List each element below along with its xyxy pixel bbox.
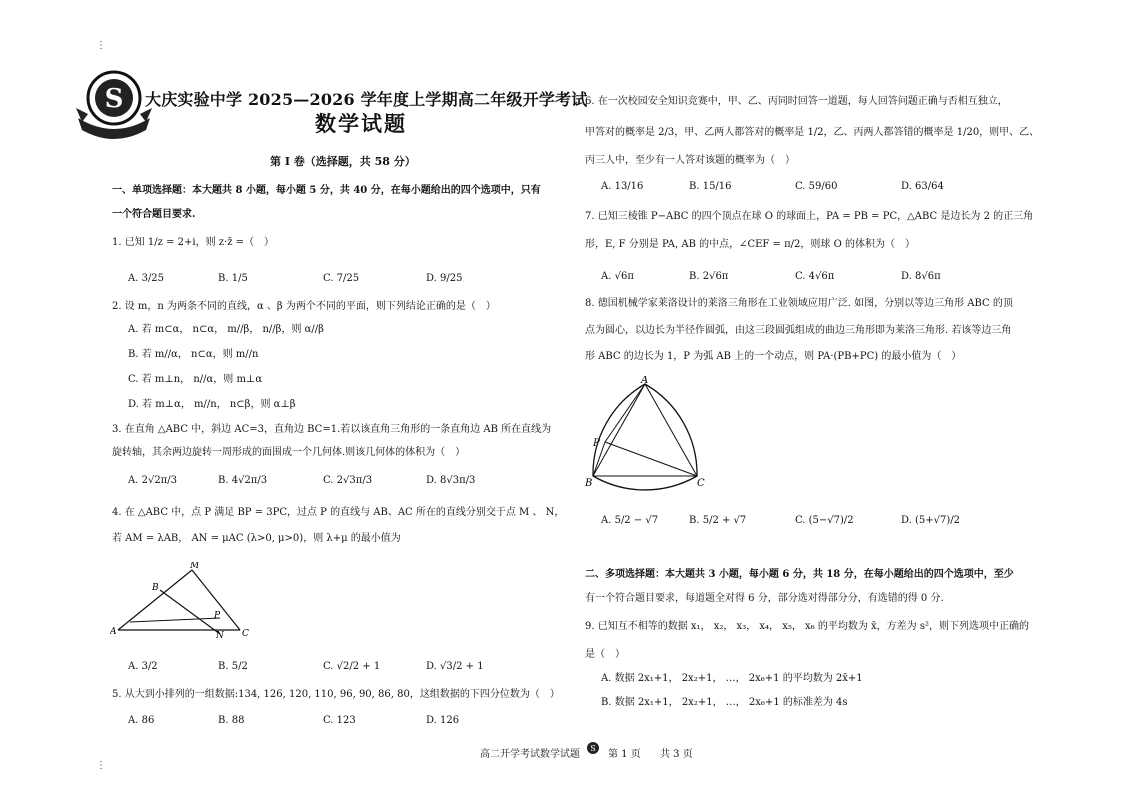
q9-option-b: B. 数据 2x₁+1， 2x₂+1， …， 2x₆+1 的标准差为 4s bbox=[601, 697, 848, 708]
svg-text:S: S bbox=[104, 84, 124, 114]
q7-option-d: D. 8√6π bbox=[901, 271, 941, 282]
fig4-label-a: A bbox=[110, 627, 117, 637]
q6-option-c: C. 59/60 bbox=[795, 181, 838, 192]
question-7-line2: 形，E, F 分别是 PA, AB 的中点，∠CEF = π/2，则球 O 的体积为（ ） bbox=[585, 239, 915, 250]
q8-option-d: D. (5+√7)/2 bbox=[901, 515, 961, 526]
q2-option-a: A. 若 m⊂α， n⊂α， m//β， n//β，则 α//β bbox=[128, 324, 324, 335]
q3-option-c: C. 2√3π/3 bbox=[323, 475, 373, 486]
question-4-line2: 若 AM = λAB， AN = μAC (λ>0, μ>0)，则 λ+μ 的最小值为 bbox=[112, 533, 401, 544]
question-8-line3: 形 ABC 的边长为 1，P 为弧 AB 上的一个动点，则 PA·(PB+PC) 的最小值为（ ） bbox=[585, 351, 962, 362]
section2-heading: 二、多项选择题：本大题共 3 小题，每小题 6 分，共 18 分，在每小题给出的四个选项中，至少 bbox=[585, 569, 1014, 580]
q4-triangle-figure bbox=[110, 562, 260, 642]
margin-dots: ⋮ bbox=[96, 40, 106, 51]
q4-option-b: B. 5/2 bbox=[218, 661, 248, 672]
fig4-label-p: P bbox=[214, 611, 221, 621]
question-8-line2: 点为圆心，以边长为半径作圆弧，由这三段圆弧组成的曲边三角形即为莱洛三角形. 若该等边三角 bbox=[585, 325, 1012, 336]
q1-option-c: C. 7/25 bbox=[323, 273, 360, 284]
fig8-label-c: C bbox=[697, 478, 705, 489]
question-7-line1: 7. 已知三棱锥 P−ABC 的四个顶点在球 O 的球面上，PA = PB = PC，△ABC 是边长为 2 的正三角 bbox=[585, 211, 1034, 222]
q5-option-b: B. 88 bbox=[218, 715, 245, 726]
q4-option-a: A. 3/2 bbox=[128, 661, 158, 672]
q5-option-d: D. 126 bbox=[426, 715, 460, 726]
question-3-line1: 3. 在直角 △ABC 中，斜边 AC=3，直角边 BC=1.若以该直角三角形的一条直角边 AB 所在直线为 bbox=[112, 424, 552, 435]
q1-option-d: D. 9/25 bbox=[426, 273, 463, 284]
exam-title: 大庆实验中学 2025—2026 学年度上学期高二年级开学考试 bbox=[145, 90, 588, 109]
q7-option-a: A. √6π bbox=[601, 271, 634, 282]
question-6-line2: 甲答对的概率是 2/3，甲、乙两人都答对的概率是 1/2，乙、丙两人都答错的概率是 1/20，则甲、乙、 bbox=[585, 127, 1040, 138]
q8-option-a: A. 5/2 − √7 bbox=[601, 515, 659, 526]
q2-option-b: B. 若 m//α， n⊂α，则 m//n bbox=[128, 349, 259, 360]
part-heading: 第 I 卷（选择题，共 58 分） bbox=[270, 155, 416, 168]
q3-option-b: B. 4√2π/3 bbox=[218, 475, 268, 486]
footer-logo-icon bbox=[585, 740, 601, 759]
reuleaux-triangle-figure bbox=[585, 376, 715, 491]
question-4-line1: 4. 在 △ABC 中，点 P 满足 BP = 3PC，过点 P 的直线与 AB、AC 所在的直线分别交于点 M 、 N， bbox=[112, 507, 565, 518]
question-8-line1: 8. 德国机械学家莱洛设计的莱洛三角形在工业领域应用广泛. 如图，分别以等边三角形 ABC 的顶 bbox=[585, 298, 1013, 309]
q2-option-c: C. 若 m⊥n， n//α，则 m⊥α bbox=[128, 374, 263, 385]
q3-option-a: A. 2√2π/3 bbox=[128, 475, 177, 486]
footer-total-pages: 共 3 页 bbox=[660, 749, 693, 760]
q7-option-c: C. 4√6π bbox=[795, 271, 835, 282]
fig8-label-p: P bbox=[593, 438, 600, 449]
question-1: 1. 已知 1/z = 2+i，则 z·z̄ =（ ） bbox=[112, 237, 275, 248]
q5-option-a: A. 86 bbox=[128, 715, 155, 726]
q8-option-b: B. 5/2 + √7 bbox=[689, 515, 747, 526]
school-logo bbox=[72, 60, 156, 144]
question-9-line2: 是（ ） bbox=[585, 649, 625, 660]
q4-option-d: D. √3/2 + 1 bbox=[426, 661, 484, 672]
question-3-line2: 旋转轴，其余两边旋转一周形成的面围成一个几何体.则该几何体的体积为（ ） bbox=[112, 447, 466, 458]
svg-text:S: S bbox=[590, 744, 596, 753]
fig8-label-a: A bbox=[641, 376, 649, 386]
question-5: 5. 从大到小排列的一组数据:134, 126, 120, 110, 96, 90, 86, 80，这组数据的下四分位数为（ ） bbox=[112, 689, 560, 700]
q6-option-a: A. 13/16 bbox=[601, 181, 644, 192]
fig4-label-m: M bbox=[190, 562, 200, 571]
q6-option-d: D. 63/64 bbox=[901, 181, 944, 192]
section1-heading-cont: 一个符合题目要求. bbox=[112, 209, 196, 220]
fig8-label-b: B bbox=[585, 478, 593, 489]
q7-option-b: B. 2√6π bbox=[689, 271, 729, 282]
footer-page-number: 第 1 页 bbox=[608, 749, 641, 760]
fig4-label-c: C bbox=[242, 629, 249, 639]
fig4-label-b: B bbox=[152, 583, 159, 593]
q1-option-b: B. 1/5 bbox=[218, 273, 248, 284]
q5-option-c: C. 123 bbox=[323, 715, 356, 726]
q9-option-a: A. 数据 2x₁+1， 2x₂+1， …， 2x₆+1 的平均数为 2x̄+1 bbox=[601, 673, 863, 684]
question-6-line1: 6. 在一次校园安全知识竞赛中，甲、乙、丙同时回答一道题，每人回答问题正确与否相互独立， bbox=[585, 96, 1008, 107]
margin-dots: ⋮ bbox=[96, 760, 106, 771]
q6-option-b: B. 15/16 bbox=[689, 181, 732, 192]
q3-option-d: D. 8√3π/3 bbox=[426, 475, 476, 486]
fig4-label-n: N bbox=[216, 631, 224, 641]
q2-option-d: D. 若 m⊥α， m//n， n⊂β，则 α⊥β bbox=[128, 399, 296, 410]
q4-option-c: C. √2/2 + 1 bbox=[323, 661, 381, 672]
section2-heading-cont: 有一个符合题目要求，每道题全对得 6 分，部分选对得部分分，有选错的得 0 分. bbox=[585, 593, 944, 604]
q8-option-c: C. (5−√7)/2 bbox=[795, 515, 854, 526]
q1-option-a: A. 3/25 bbox=[128, 273, 165, 284]
question-6-line3: 丙三人中，至少有一人答对该题的概率为（ ） bbox=[585, 155, 795, 166]
question-9-line1: 9. 已知互不相等的数据 x₁， x₂， x₃， x₄， x₅， x₆ 的平均数为 x̄，方差为 s²，则下列选项中正确的 bbox=[585, 621, 1029, 632]
footer-title: 高二开学考试数学试题 bbox=[480, 749, 580, 760]
question-2: 2. 设 m，n 为两条不同的直线，α 、β 为两个不同的平面，则下列结论正确的是（ ） bbox=[112, 301, 496, 312]
section1-heading: 一、单项选择题：本大题共 8 小题，每小题 5 分，共 40 分，在每小题给出的四个选项中，只有 bbox=[112, 185, 541, 196]
exam-subject: 数学试题 bbox=[315, 111, 407, 136]
